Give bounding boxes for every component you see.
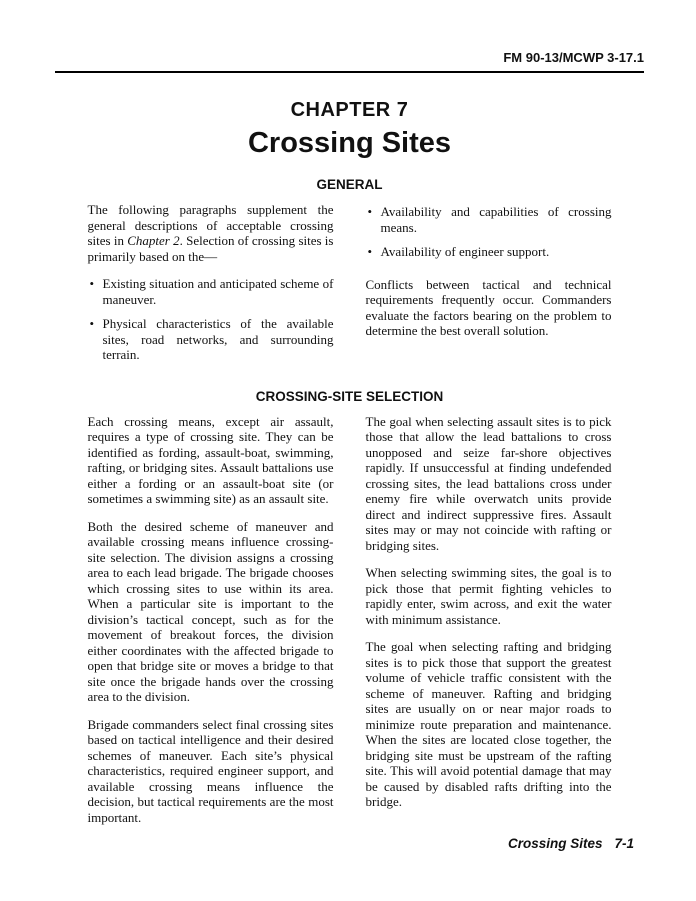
selection-left-column — [88, 414, 334, 838]
body-paragraph: Both the desired scheme of maneuver and available crossing means influence crossing-site selection. The division assigns a crossing area to each lead brigade. The brigade chooses which crossing sites to use within its area. When a particular site is important to the division’s tactical concept, such as for the movement of breakout forces, the division either coordinates with the affected brigade to open that bridge site or moves a bridge to that site once the brigade hands over the crossing area to the division. — [87, 518, 334, 704]
bullet-item: • Availability of engineer support. — [366, 244, 612, 260]
general-intro-text: The following paragraphs supplement the general descriptions of acceptable crossing sites in — [87, 202, 334, 248]
bullet-item: • Existing situation and anticipated scheme of maneuver. — [88, 276, 334, 307]
page-header — [55, 50, 644, 73]
chapter-title: Crossing Sites — [247, 127, 452, 159]
body-paragraph: The goal when selecting assault sites is to pick those that allow the lead battalions to cross unopposed and seize far-shore objectives rapidly. If unsuccessful at finding undefended crossing sites, the lead battalions cross under enemy fire while overwatch units provide direct and indirect suppressive fires. Assault sites may or may not coincide with rafting or bridging sites. — [365, 413, 612, 553]
section-heading-general: GENERAL — [316, 177, 383, 192]
conflicts-paragraph: Conflicts between tactical and technical requirements frequently occur. Commanders evaluate the factors bearing on the problem to determine the best overall solution. — [365, 276, 612, 338]
bullet-item: • Availability and capabilities of crossing means. — [366, 204, 612, 235]
footer-title: Crossing Sites — [507, 836, 603, 851]
selection-columns — [88, 414, 612, 838]
selection-right-column — [366, 414, 612, 838]
general-right-bullet-list — [366, 204, 612, 260]
body-paragraph: When selecting swimming sites, the goal is to pick those that permit fighting vehicles to rapidly enter, swim across, and exit the water with minimum assistance. — [365, 565, 612, 627]
chapter-heading: CHAPTER 7 — [290, 99, 409, 121]
doc-reference: FM 90-13/MCWP 3-17.1 — [503, 50, 644, 65]
section-heading-selection: CROSSING-SITE SELECTION — [255, 388, 444, 404]
general-columns — [88, 202, 612, 372]
chapter-reference: Chapter 2 — [127, 233, 180, 248]
general-left-bullet-list — [88, 276, 334, 363]
body-paragraph: Each crossing means, except air assault, requires a type of crossing site. They can be identified as fording, assault-boat, swimming, rafting, or bridging sites. Assault battalions use either a fording or an assault-boat site (or sometimes a swimming site) as an assault site. — [87, 413, 334, 506]
general-intro-paragraph — [88, 202, 334, 264]
header-rule — [55, 71, 644, 73]
page-footer — [508, 836, 634, 851]
general-left-column — [88, 202, 334, 372]
general-intro-text-cont: . Selection of crossing sites is primarily based on the— — [87, 233, 334, 264]
footer-page-number: 7-1 — [614, 836, 634, 851]
general-right-column — [366, 202, 612, 372]
bullet-item: • Physical characteristics of the available sites, road networks, and surrounding terrain. — [88, 316, 334, 363]
body-paragraph: Brigade commanders select final crossing sites based on tactical intelligence and their desired schemes of maneuver. Each site’s physical characteristics, required engineer support, and available crossing means influence the decision, but tactical requirements are the most important. — [87, 716, 334, 825]
body-paragraph: The goal when selecting rafting and bridging sites is to pick those that support the greatest volume of vehicle traffic consistent with the scheme of maneuver. Rafting and bridging sites are usually on or near major roads to minimize route preparation and maintenance. When the sites are located close together, the bridging site must be upstream of the rafting site. This will avoid potential damage that may be caused by disabled rafts drifting into the bridge. — [365, 639, 612, 809]
